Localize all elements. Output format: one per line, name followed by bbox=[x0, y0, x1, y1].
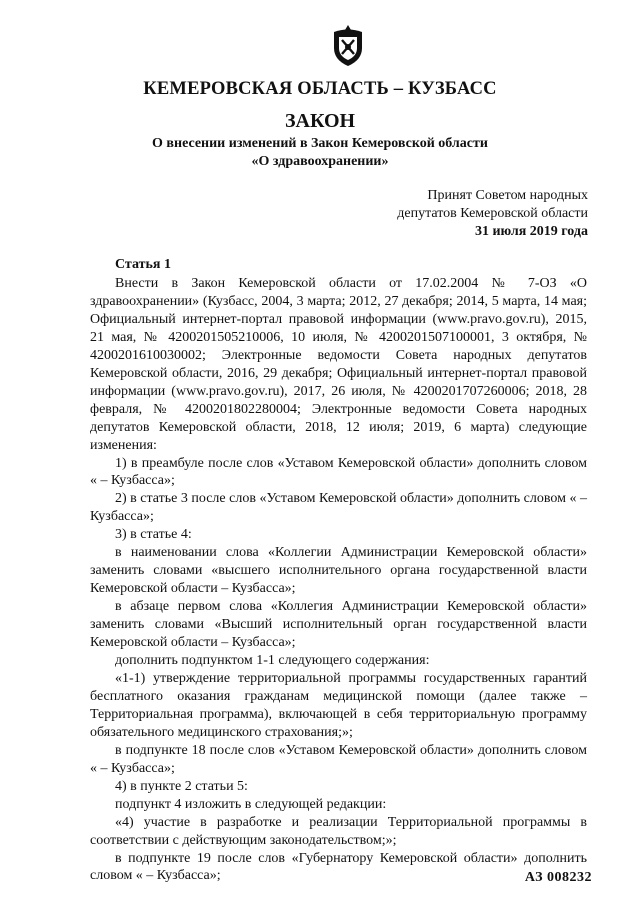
subtitle-line-2: «О здравоохранении» bbox=[251, 154, 389, 169]
paragraph: в абзаце первом слова «Коллегия Администрации Кемеровской области» заменить словами «Высший исполнительный орган государственной власти Кемеровской области – Кузбасса»; bbox=[90, 599, 587, 651]
region-title: КЕМЕРОВСКАЯ ОБЛАСТЬ – КУЗБАСС bbox=[143, 79, 497, 99]
paragraph: «1-1) утверждение территориальной программы государственных гарантий бесплатного оказания гражданам медицинской помощи (далее также – Территориальная программа), включающей в себя территориальную программу обязательного медицинского страхования;»; bbox=[90, 670, 587, 740]
article-title: Статья 1 bbox=[115, 257, 171, 272]
paragraph: «4) участие в разработке и реализации Территориальной программы в соответствии с действующим законодательством;»; bbox=[90, 814, 587, 848]
adoption-date: 31 июля 2019 года bbox=[474, 224, 588, 239]
paragraph: 4) в пункте 2 статьи 5: bbox=[115, 778, 248, 794]
paragraph: в подпункте 18 после слов «Уставом Кемеровской области» дополнить словом « – Кузбасса»; bbox=[90, 742, 587, 776]
paragraph: 3) в статье 4: bbox=[115, 527, 192, 543]
adoption-line-2: депутатов Кемеровской области bbox=[397, 206, 588, 221]
document-number: АЗ 008232 bbox=[524, 870, 592, 885]
paragraph: дополнить подпунктом 1-1 следующего содержания: bbox=[115, 653, 430, 669]
paragraph: в подпункте 19 после слов «Губернатору Кемеровской области» дополнить словом « – Кузбасса»; bbox=[90, 850, 587, 884]
paragraph: подпункт 4 изложить в следующей редакции: bbox=[115, 796, 387, 812]
law-subtitle bbox=[0, 135, 640, 171]
paragraph: Внести в Закон Кемеровской области от 17.02.2004 № 7-ОЗ «О здравоохранении» (Кузбасс, 2004, 3 марта; 2012, 27 декабря; 2014, 5 марта, 14 мая; Официальный интернет-портал правовой информации (www.pravo.gov.ru), 2015, 21 мая, № 4200201505210006, 10 июля, № 4200201507100001, 3 октября, № 4200201610030002; Электронные ведомости Совета народных депутатов Кемеровской области, 2016, 29 декабря; Официальный интернет-портал правовой информации (www.pravo.gov.ru), 2017, 26 июля, № 4200201707260006; 2018, 28 февраля, № 4200201802280004; Электронные ведомости Совета народных депутатов Кемеровской области, 2018, 12 июля; 2019, 6 марта) следующие изменения: bbox=[90, 276, 587, 453]
document-type: ЗАКОН bbox=[284, 110, 356, 132]
adoption-block bbox=[397, 187, 588, 241]
body-text bbox=[90, 275, 587, 885]
adoption-line-1: Принят Советом народных bbox=[427, 188, 588, 203]
paragraph: 2) в статье 3 после слов «Уставом Кемеровской области» дополнить словом « – Кузбасса»; bbox=[90, 491, 587, 525]
emblem-icon bbox=[328, 24, 368, 68]
subtitle-line-1: О внесении изменений в Закон Кемеровской области bbox=[152, 136, 488, 151]
paragraph: в наименовании слова «Коллегии Администрации Кемеровской области» заменить словами «высшего исполнительного органа государственной власти Кемеровской области – Кузбасса»; bbox=[90, 545, 587, 597]
paragraph: 1) в преамбуле после слов «Уставом Кемеровской области» дополнить словом « – Кузбасса»; bbox=[90, 455, 587, 489]
